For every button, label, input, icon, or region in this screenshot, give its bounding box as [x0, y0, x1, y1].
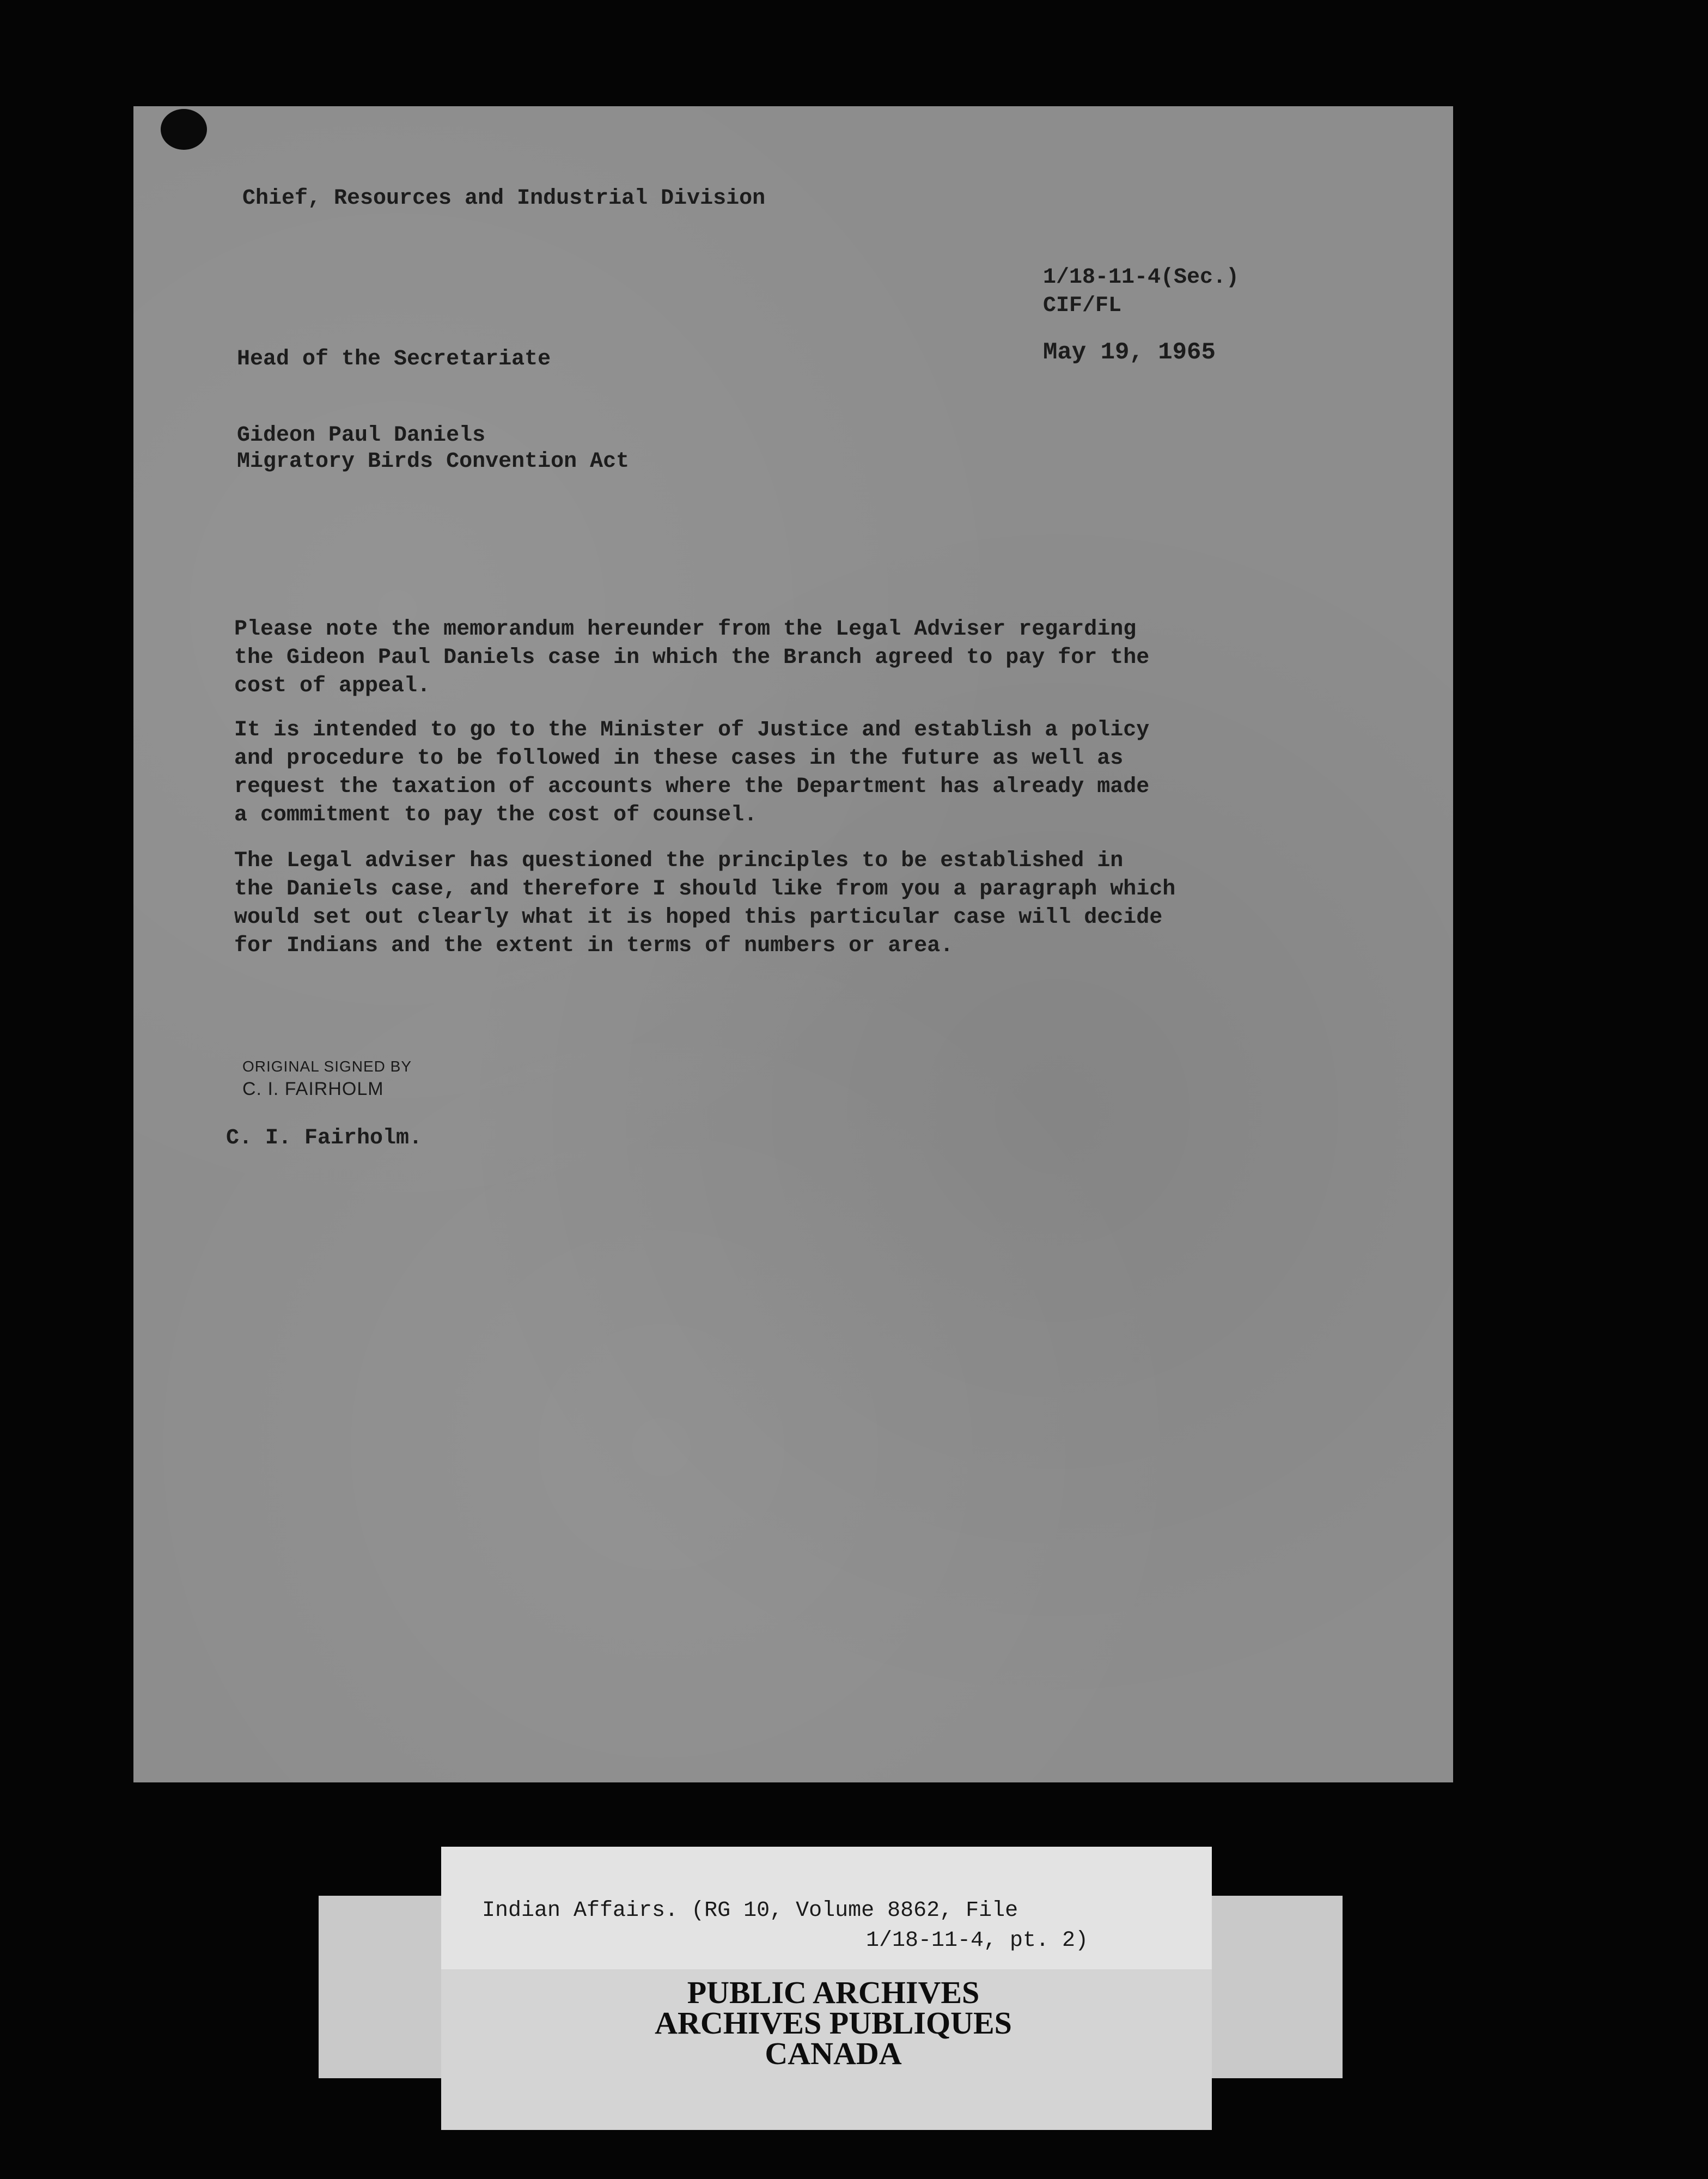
memo-to: Head of the Secretariate [237, 347, 551, 372]
paragraph-3: The Legal adviser has questioned the principles to be established in the Daniels case, and therefore I should like from you a paragraph which would set out clearly what it is hoped this particular case will decide for Indians and the extent in terms of numbers or area. [234, 849, 1176, 958]
memo-date: May 19, 1965 [1043, 339, 1216, 366]
archives-french: ARCHIVES PUBLIQUES [655, 2005, 1012, 2041]
subject-line-2: Migratory Birds Convention Act [237, 449, 630, 474]
paragraph-1: Please note the memorandum hereunder from the Legal Adviser regarding the Gideon Paul Daniels case in which the Branch agreed to pay for the cost of appeal. [234, 617, 1150, 698]
archive-label-line-1: Indian Affairs. (RG 10, Volume 8862, File [482, 1898, 1018, 1923]
memo-from: Chief, Resources and Industrial Division [242, 186, 766, 211]
archives-english: PUBLIC ARCHIVES [687, 1975, 980, 2010]
archives-country: CANADA [765, 2036, 902, 2071]
punch-hole [161, 109, 207, 150]
typed-signature: C. I. Fairholm. [226, 1126, 423, 1151]
archives-stamp [561, 1977, 1106, 2069]
stamp-line-1: ORIGINAL SIGNED BY [242, 1058, 412, 1075]
file-reference: 1/18-11-4(Sec.) [1043, 265, 1240, 290]
subject-line-1: Gideon Paul Daniels [237, 423, 486, 448]
stamp-line-2: C. I. FAIRHOLM [242, 1079, 384, 1099]
initials: CIF/FL [1043, 294, 1122, 318]
archive-label-line-2: 1/18-11-4, pt. 2) [866, 1928, 1089, 1953]
signature-stamp [242, 1058, 412, 1100]
paragraph-2: It is intended to go to the Minister of Justice and establish a policy and procedure to be followed in these cases in the future as well as request the taxation of accounts where the Department has already made a commitment to pay the cost of counsel. [234, 718, 1150, 827]
